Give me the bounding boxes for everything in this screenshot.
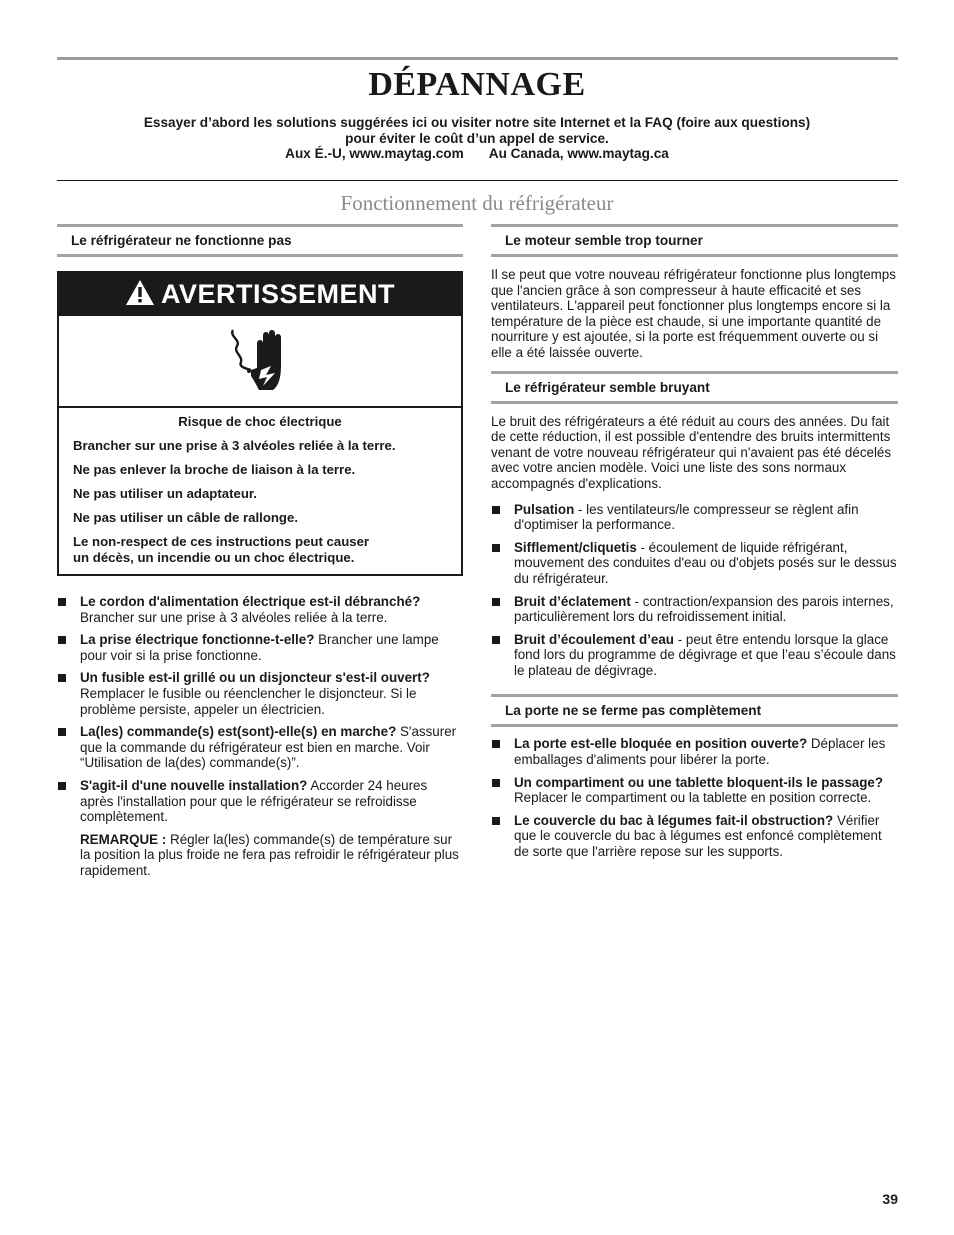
list-item: Un fusible est-il grillé ou un disjoncteur s'est-il ouvert? Remplacer le fusible ou réenclencher le disjoncteur. Si le problème persiste, appeler un électricien.: [57, 670, 463, 717]
warning-line: Ne pas enlever la broche de liaison à la terre.: [73, 462, 356, 477]
intro-websites: [0, 146, 954, 162]
list-item: S'agit-il d'une nouvelle installation? Accorder 24 heures après l'installation pour que le réfrigérateur se refroidisse complètement.: [57, 778, 463, 825]
list-item: Bruit d’éclatement - contraction/expansion des parois internes, particulièrement lors du refroidissement initial.: [491, 594, 898, 625]
door-list: [491, 736, 898, 859]
intro-line-1: Essayer d’abord les solutions suggérées ici ou visiter notre site Internet et la FAQ (foire aux questions): [143, 115, 811, 130]
intro-line-2: pour éviter le coût d’un appel de service.: [345, 130, 609, 146]
warning-line: Ne pas utiliser un câble de rallonge.: [73, 510, 298, 525]
list-item: Le couvercle du bac à légumes fait-il obstruction? Vérifier que le couvercle du bac à légumes est enfoncé complètement de sorte que l'arrière repose sur les supports.: [491, 813, 898, 860]
not-working-checklist: [57, 594, 463, 825]
intro-us-site: Aux É.-U, www.maytag.com: [285, 146, 464, 161]
list-item: Le cordon d'alimentation électrique est-il débranché? Brancher sur une prise à 3 alvéoles reliée à la terre.: [57, 594, 463, 625]
left-column: [57, 224, 463, 879]
top-rule: [57, 57, 898, 60]
list-item: La(les) commande(s) est(sont)-elle(s) en marche? S'assurer que la commande du réfrigérateur est bien en marche. Voir “Utilisation de la(des) commande(s)”.: [57, 724, 463, 771]
noise-list: [491, 502, 898, 679]
section-title: Fonctionnement du réfrigérateur: [340, 191, 614, 215]
note-label: REMARQUE :: [80, 831, 167, 847]
list-item: Sifflement/cliquetis - écoulement de liquide réfrigérant, mouvement des conduites d'eau ou d'objets posés sur le dessus du réfrigérateur.: [491, 540, 898, 587]
note: [57, 832, 463, 879]
page-title: DÉPANNAGE: [368, 66, 586, 103]
section-rule: [57, 180, 898, 181]
list-item: Un compartiment ou une tablette bloquent-ils le passage? Replacer le compartiment ou la tablette en position correcte.: [491, 775, 898, 806]
warning-heading: AVERTISSEMENT: [160, 279, 396, 309]
list-item: La porte est-elle bloquée en position ouverte? Déplacer les emballages d'aliments pour libérer la porte.: [491, 736, 898, 767]
warning-consequence: Le non-respect de ces instructions peut causer un décès, un incendie ou un choc électrique.: [73, 534, 370, 565]
list-item: La prise électrique fonctionne-t-elle? Brancher une lampe pour voir si la prise fonctionne.: [57, 632, 463, 663]
note-text: Régler la(les) commande(s) de température sur la position la plus froide ne fera pas refroidir le réfrigérateur plus rapidement.: [80, 831, 459, 878]
list-item: Bruit d’écoulement d’eau - peut être entendu lorsque la glace fond lors du programme de dégivrage et que l’eau s’écoule dans le plateau de dégivrage.: [491, 632, 898, 679]
warning-line: Ne pas utiliser un adaptateur.: [73, 486, 257, 501]
intro-text: [0, 115, 954, 162]
subhead-noise: Le réfrigérateur semble bruyant: [491, 371, 898, 404]
subhead-motor: Le moteur semble trop tourner: [491, 224, 898, 257]
warning-body: [59, 408, 461, 574]
subhead-door: La porte ne se ferme pas complètement: [491, 694, 898, 727]
right-column: [491, 224, 898, 867]
electric-shock-hand-icon: [225, 326, 295, 396]
list-item: Pulsation - les ventilateurs/le compresseur se règlent afin d'optimiser la performance.: [491, 502, 898, 533]
shock-icon-row: [59, 316, 461, 408]
warning-triangle-icon: [125, 279, 155, 306]
page-number: 39: [882, 1191, 898, 1207]
warning-risk: Risque de choc électrique: [178, 414, 342, 429]
warning-header: [59, 273, 461, 316]
intro-canada-site: Au Canada, www.maytag.ca: [488, 146, 669, 161]
motor-paragraph: Il se peut que votre nouveau réfrigérateur fonctionne plus longtemps que l'ancien grâce à son compresseur à haute efficacité et ses ventilateurs. L'appareil peut fonctionner plus longtemps encore si la température de la pièce est chaude, si une importante quantité de nourriture y est ajoutée, si la porte est fréquemment ouverte ou si elle a été laissée ouverte.: [491, 267, 896, 360]
warning-line: Brancher sur une prise à 3 alvéoles reliée à la terre.: [73, 438, 396, 453]
noise-paragraph: Le bruit des réfrigérateurs a été réduit au cours des années. Du fait de cette réduction, il est possible d'entendre des bruits intermittents venant de votre nouveau réfrigérateur qui n'avaient pas été décelés avec votre ancien modèle. Voici une liste des sons normaux accompagnés d'explications.: [491, 413, 892, 491]
warning-box: [57, 271, 463, 576]
subhead-not-working: Le réfrigérateur ne fonctionne pas: [57, 224, 463, 257]
